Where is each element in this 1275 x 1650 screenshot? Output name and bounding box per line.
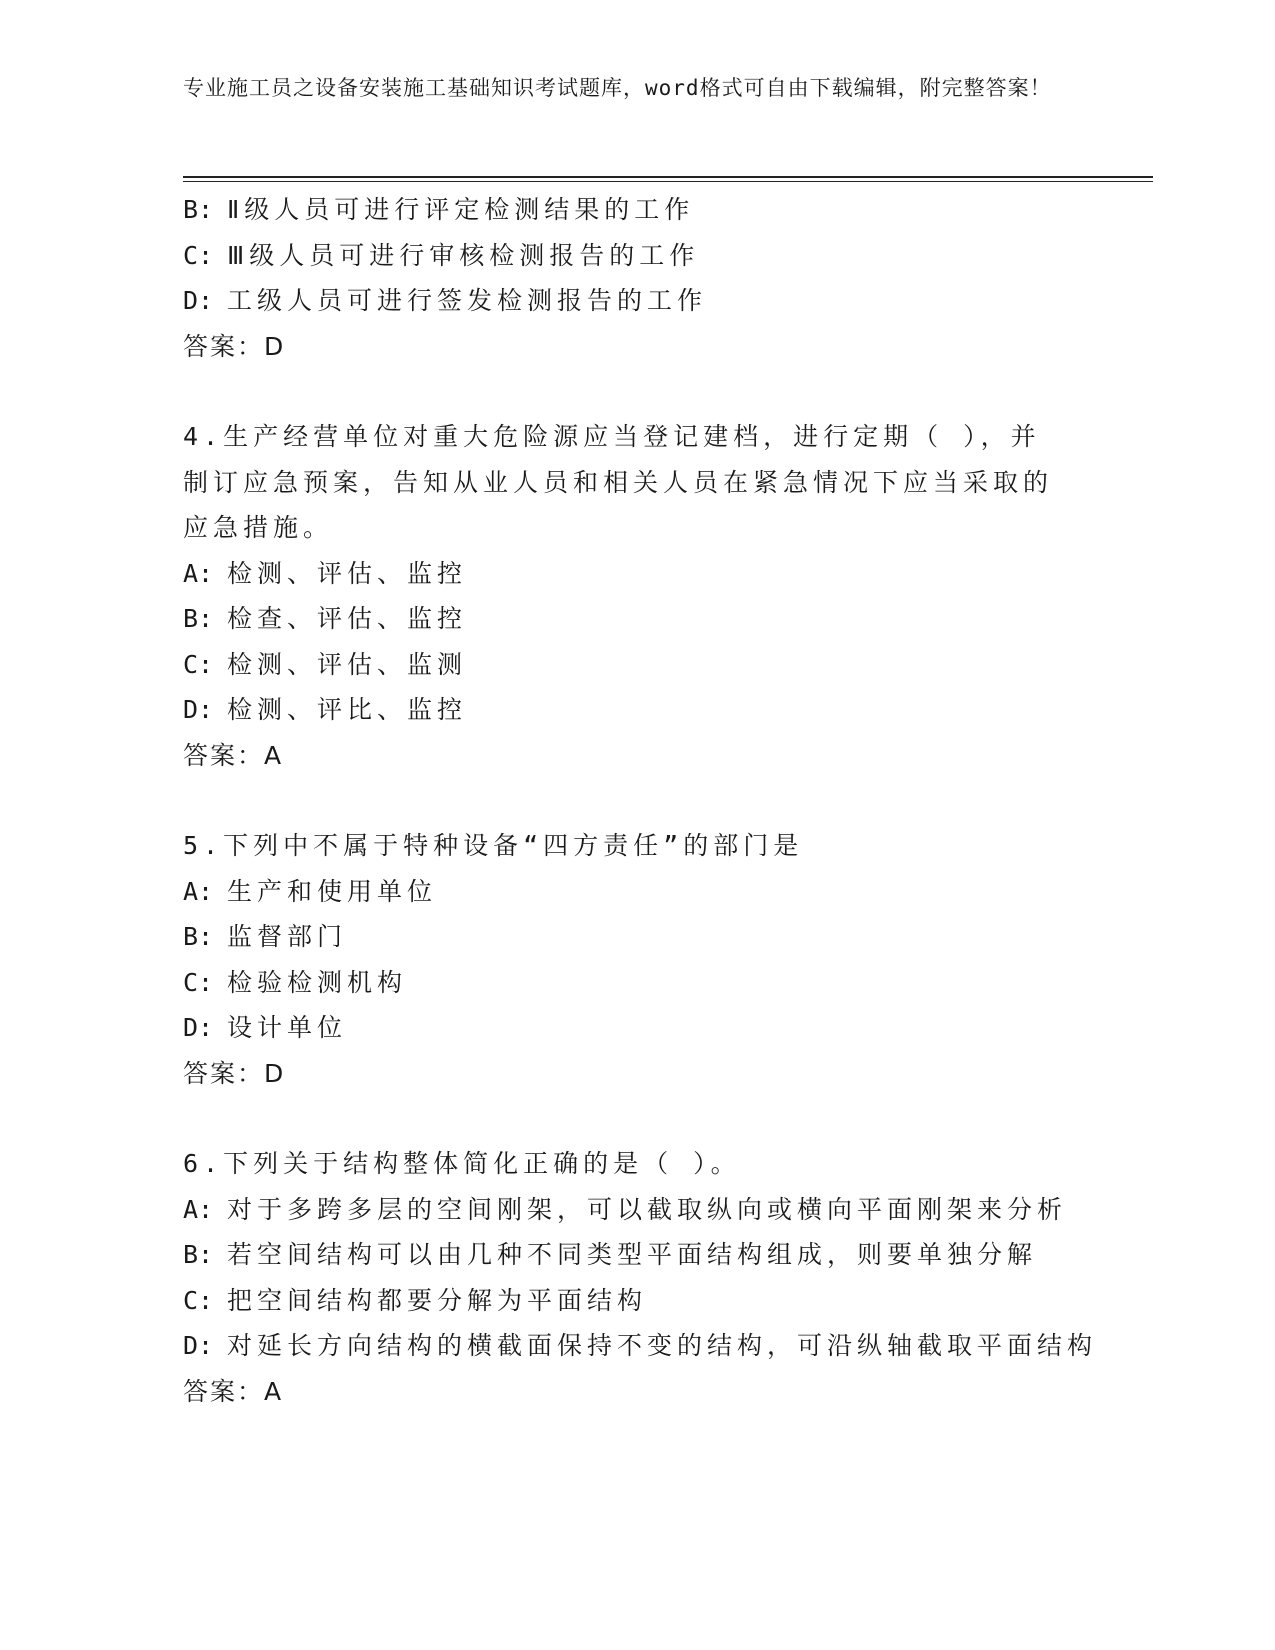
option-c: C: 检验检测机构 <box>183 967 408 997</box>
question-5-block <box>183 823 1083 1096</box>
option-d: D: 设计单位 <box>183 1013 348 1042</box>
option-a: A: 检测、评估、监控 <box>183 558 468 588</box>
header-divider-thin <box>183 181 1153 182</box>
option-b: B: 检查、评估、监控 <box>183 604 468 633</box>
option-a: A: 生产和使用单位 <box>183 876 438 906</box>
option-c: C: 检测、评估、监测 <box>183 649 468 679</box>
option-a: A: 对于多跨多层的空间刚架，可以截取纵向或横向平面刚架来分析 <box>183 1194 1068 1224</box>
option-c: C: 把空间结构都要分解为平面结构 <box>183 1285 648 1315</box>
question-4-block <box>183 414 1083 778</box>
answer-line: 答案：D <box>183 331 286 361</box>
answer-line: 答案：A <box>183 1376 284 1406</box>
document-header: 专业施工员之设备安装施工基础知识考试题库，word格式可自由下载编辑，附完整答案！ <box>183 76 1052 100</box>
question-content <box>183 187 1098 1414</box>
question-6-block <box>183 1141 1098 1414</box>
question-3-block <box>183 187 1083 369</box>
spacer <box>183 778 1083 823</box>
spacer <box>183 1096 1083 1141</box>
option-c: C: Ⅲ级人员可进行审核检测报告的工作 <box>183 240 700 270</box>
header-divider-thick <box>183 176 1153 178</box>
spacer <box>183 369 1083 414</box>
option-b: B: 若空间结构可以由几种不同类型平面结构组成，则要单独分解 <box>183 1240 1038 1269</box>
option-d: D: 对延长方向结构的横截面保持不变的结构，可沿纵轴截取平面结构 <box>183 1331 1098 1360</box>
option-d: D: 检测、评比、监控 <box>183 695 468 724</box>
answer-line: 答案：A <box>183 740 284 770</box>
option-b: B: 监督部门 <box>183 922 348 951</box>
question-stem: 5.下列中不属于特种设备“四方责任”的部门是 <box>183 831 804 860</box>
question-stem: 4.生产经营单位对重大危险源应当登记建档，进行定期（ ），并制订应急预案，告知从业人员和相关人员在紧急情况下应当采取的应急措施。 <box>183 422 1054 542</box>
answer-line: 答案：D <box>183 1058 286 1088</box>
option-d: D: 工级人员可进行签发检测报告的工作 <box>183 286 708 315</box>
option-b: B: Ⅱ级人员可进行评定检测结果的工作 <box>183 195 695 224</box>
question-stem: 6.下列关于结构整体简化正确的是（ ）。 <box>183 1149 741 1178</box>
